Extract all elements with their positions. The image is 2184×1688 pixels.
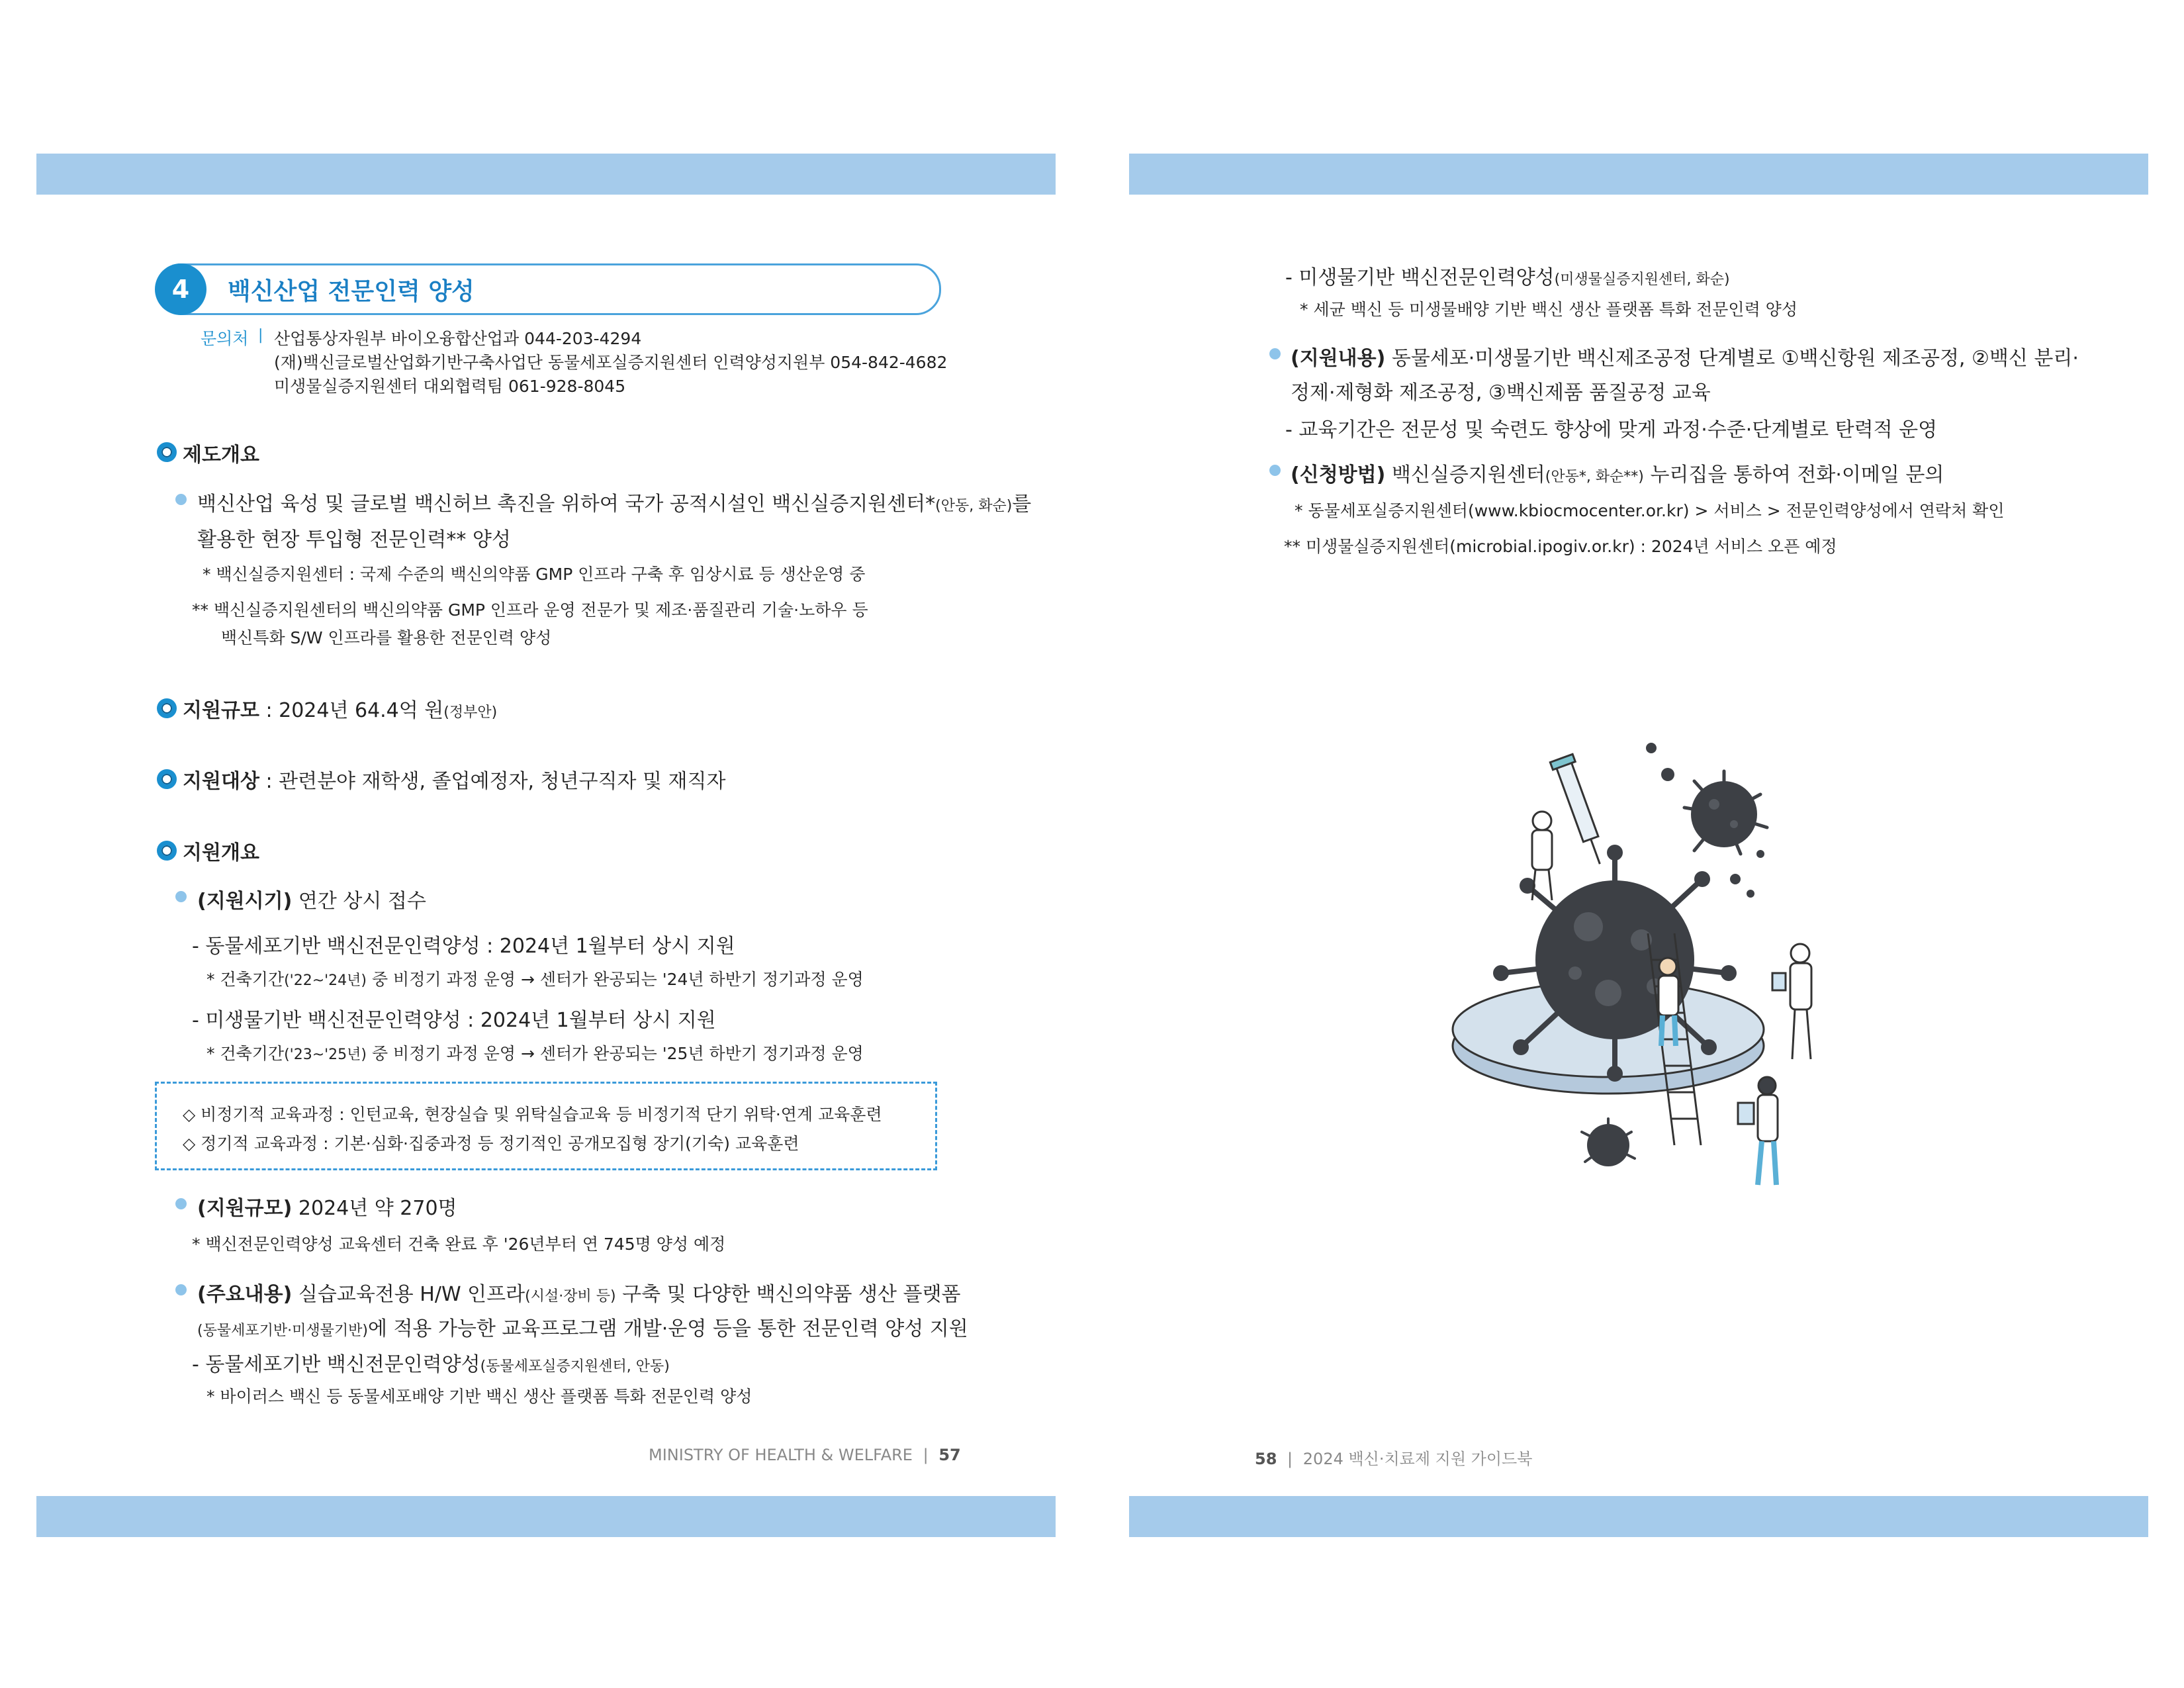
contact-line-3: 미생물실증지원센터 대외협력팀 061-928-8045 [274, 377, 626, 396]
overview-note-2-line2: 백신특화 S/W 인프라를 활용한 전문인력 양성 [221, 628, 552, 647]
course-type-line-1: ◇ 비정기적 교육과정 : 인턴교육, 현장실습 및 위탁실습교육 등 비정기적 단기 위탁·연계 교육훈련 [183, 1105, 882, 1124]
content-sub-1 [192, 1348, 670, 1377]
contact-line-1: 산업통상자원부 바이오융합산업과 044-203-4294 [274, 329, 642, 348]
contact-line-2: (재)백신글로벌산업화기반구축사업단 동물세포실증지원센터 인력양성지원부 054-842-4682 [274, 353, 948, 372]
right-content-line-2: 정제·제형화 제조공정, ③백신제품 품질공정 교육 [1291, 381, 1711, 404]
virus-research-illustration [1449, 735, 1846, 1198]
size-bullet [175, 1198, 187, 1209]
footer-ministry: MINISTRY OF HEALTH & WELFARE [649, 1446, 913, 1464]
timing-sub-2: - 미생물기반 백신전문인력양성 : 2024년 1월부터 상시 지원 [192, 1009, 716, 1032]
overview-bullet-line2: 활용한 현장 투입형 전문인력** 양성 [197, 528, 511, 551]
content-line-1-a: 실습교육전용 H/W 인프라 [298, 1283, 525, 1306]
right-sub-line [1285, 261, 1730, 290]
content-label: (주요내용) [197, 1283, 293, 1306]
target-line [183, 765, 725, 794]
target-text: : 관련분야 재학생, 졸업예정자, 청년구직자 및 재직자 [265, 770, 726, 793]
overview-bullet-line1-end: 를 [1012, 492, 1032, 516]
target-heading: 지원대상 [183, 770, 259, 793]
right-apply-note-1: * 동물세포실증지원센터(www.kbiocmocenter.or.kr) > 서비스 > 전문인력양성에서 연락처 확인 [1295, 501, 2005, 520]
left-footer [649, 1446, 961, 1464]
right-apply-text-small: (안동*, 화순**) [1545, 469, 1644, 485]
right-apply-label: (신청방법) [1291, 463, 1386, 487]
timing-note-2-a: * 건축기간 [206, 1044, 285, 1063]
timing-bullet [175, 891, 187, 902]
content-line-2-small: (동물세포기반·미생물기반) [197, 1323, 368, 1339]
timing-note-1-b: 중 비정기 과정 운영 → 센터가 완공되는 '24년 하반기 정기과정 운영 [371, 970, 864, 989]
right-content-bullet [1269, 348, 1281, 359]
target-heading-icon [157, 769, 177, 789]
size-label: (지원규모) [197, 1197, 293, 1220]
overview-note-2-line1: ** 백신실증지원센터의 백신의약품 GMP 인프라 운영 전문가 및 제조·품질관리 기술·노하우 등 [192, 600, 868, 620]
right-apply-bullet [1269, 465, 1281, 476]
right-apply-text-a: 백신실증지원센터 [1391, 463, 1545, 487]
content-sub-1-small: (동물세포실증지원센터, 안동) [480, 1358, 670, 1375]
right-apply-note-2: ** 미생물실증지원센터(microbial.ipogiv.or.kr) : 2024년 서비스 오픈 예정 [1284, 537, 1837, 556]
overview-heading-icon [157, 442, 177, 462]
overview-bullet-line1-main: 백신산업 육성 및 글로벌 백신허브 촉진을 위하여 국가 공적시설인 백신실증지원센터* [197, 492, 936, 516]
timing-note-2 [206, 1041, 864, 1064]
bottom-band-right [1129, 1496, 2148, 1537]
size-note: * 백신전문인력양성 교육센터 건축 완료 후 '26년부터 연 745명 양성 예정 [192, 1235, 726, 1254]
support-heading: 지원개요 [183, 841, 259, 865]
contact-sep: | [258, 327, 263, 344]
timing-note-1-a: * 건축기간 [206, 970, 285, 989]
footer-sep-left: | [923, 1446, 929, 1464]
overview-bullet-line1-small: (안동, 화순) [935, 498, 1013, 514]
right-content-line-1-text: 동물세포·미생물기반 백신제조공정 단계별로 ①백신항원 제조공정, ②백신 분리· [1391, 347, 2079, 370]
course-type-box [155, 1082, 937, 1170]
small-virus-top [1691, 781, 1757, 847]
right-sub-line-a: - 미생물기반 백신전문인력양성 [1285, 266, 1555, 289]
content-line-1-small: (시설·장비 등) [525, 1288, 616, 1305]
content-line-2-b: 에 적용 가능한 교육프로그램 개발·운영 등을 통한 전문인력 양성 지원 [367, 1317, 968, 1340]
timing-note-1 [206, 966, 864, 990]
timing-sub-1: - 동물세포기반 백신전문인력양성 : 2024년 1월부터 상시 지원 [192, 935, 735, 958]
syringe [1550, 754, 1611, 868]
right-content-sub: - 교육기간은 전문성 및 숙련도 향상에 맞게 과정·수준·단계별로 탄력적 운영 [1285, 418, 1938, 442]
content-bullet [175, 1284, 187, 1295]
course-type-line-2: ◇ 정기적 교육과정 : 기본·심화·집중과정 등 정기적인 공개모집형 장기(기숙) 교육훈련 [183, 1134, 799, 1153]
content-note-1: * 바이러스 백신 등 동물세포배양 기반 백신 생산 플랫폼 특화 전문인력 양성 [206, 1387, 752, 1406]
right-sub-note: * 세균 백신 등 미생물배양 기반 백신 생산 플랫폼 특화 전문인력 양성 [1300, 300, 1797, 319]
right-apply-line [1291, 458, 1944, 487]
overview-bullet [175, 494, 187, 505]
top-band-right [1129, 154, 2148, 195]
scale-small: (정부안) [443, 704, 498, 721]
content-line-1-b: 구축 및 다양한 백신의약품 생산 플랫폼 [622, 1283, 961, 1306]
small-virus-bottom [1587, 1124, 1629, 1166]
bottom-band-left [36, 1496, 1056, 1537]
scale-heading: 지원규모 [183, 699, 259, 722]
page-number-58: 58 [1255, 1450, 1277, 1468]
section-title: 백신산업 전문인력 양성 [228, 278, 475, 305]
scientist-bottom-right [1738, 1077, 1778, 1185]
content-sub-1-a: - 동물세포기반 백신전문인력양성 [192, 1353, 480, 1376]
timing-label: (지원시기) [197, 890, 293, 913]
size-line [197, 1192, 457, 1221]
overview-heading: 제도개요 [183, 444, 259, 467]
size-text: 2024년 약 270명 [298, 1197, 457, 1220]
right-sub-line-small: (미생물실증지원센터, 화순) [1554, 271, 1730, 288]
content-line-2 [197, 1312, 968, 1341]
contact-label: 문의처 [201, 329, 249, 348]
scale-text: : 2024년 64.4억 원 [265, 699, 444, 722]
top-band-left [36, 154, 1056, 195]
section-number: 4 [155, 263, 206, 315]
timing-note-1-small: ('22~'24년) [284, 972, 367, 989]
timing-note-2-small: ('23~'25년) [284, 1047, 367, 1063]
scientist-right [1772, 944, 1811, 1059]
support-heading-icon [157, 841, 177, 861]
timing-note-2-b: 중 비정기 과정 운영 → 센터가 완공되는 '25년 하반기 정기과정 운영 [371, 1044, 864, 1063]
page-number-57: 57 [938, 1446, 961, 1464]
overview-note-1: * 백신실증지원센터 : 국제 수준의 백신의약품 GMP 인프라 구축 후 임상시료 등 생산운영 중 [203, 565, 866, 584]
right-apply-text-b: 누리집을 통하여 전화·이메일 문의 [1650, 463, 1944, 487]
footer-sep-right: | [1287, 1450, 1293, 1468]
scale-heading-icon [157, 698, 177, 718]
timing-text: 연간 상시 접수 [298, 890, 426, 913]
right-footer [1255, 1446, 1532, 1469]
content-line-1 [197, 1278, 960, 1307]
right-content-line-1 [1291, 342, 2079, 371]
overview-bullet-line1 [197, 487, 1031, 516]
timing-line [197, 884, 426, 914]
footer-guidebook: 2024 백신·치료제 지원 가이드북 [1302, 1450, 1533, 1468]
scale-line [183, 694, 497, 723]
right-content-label: (지원내용) [1291, 347, 1386, 370]
